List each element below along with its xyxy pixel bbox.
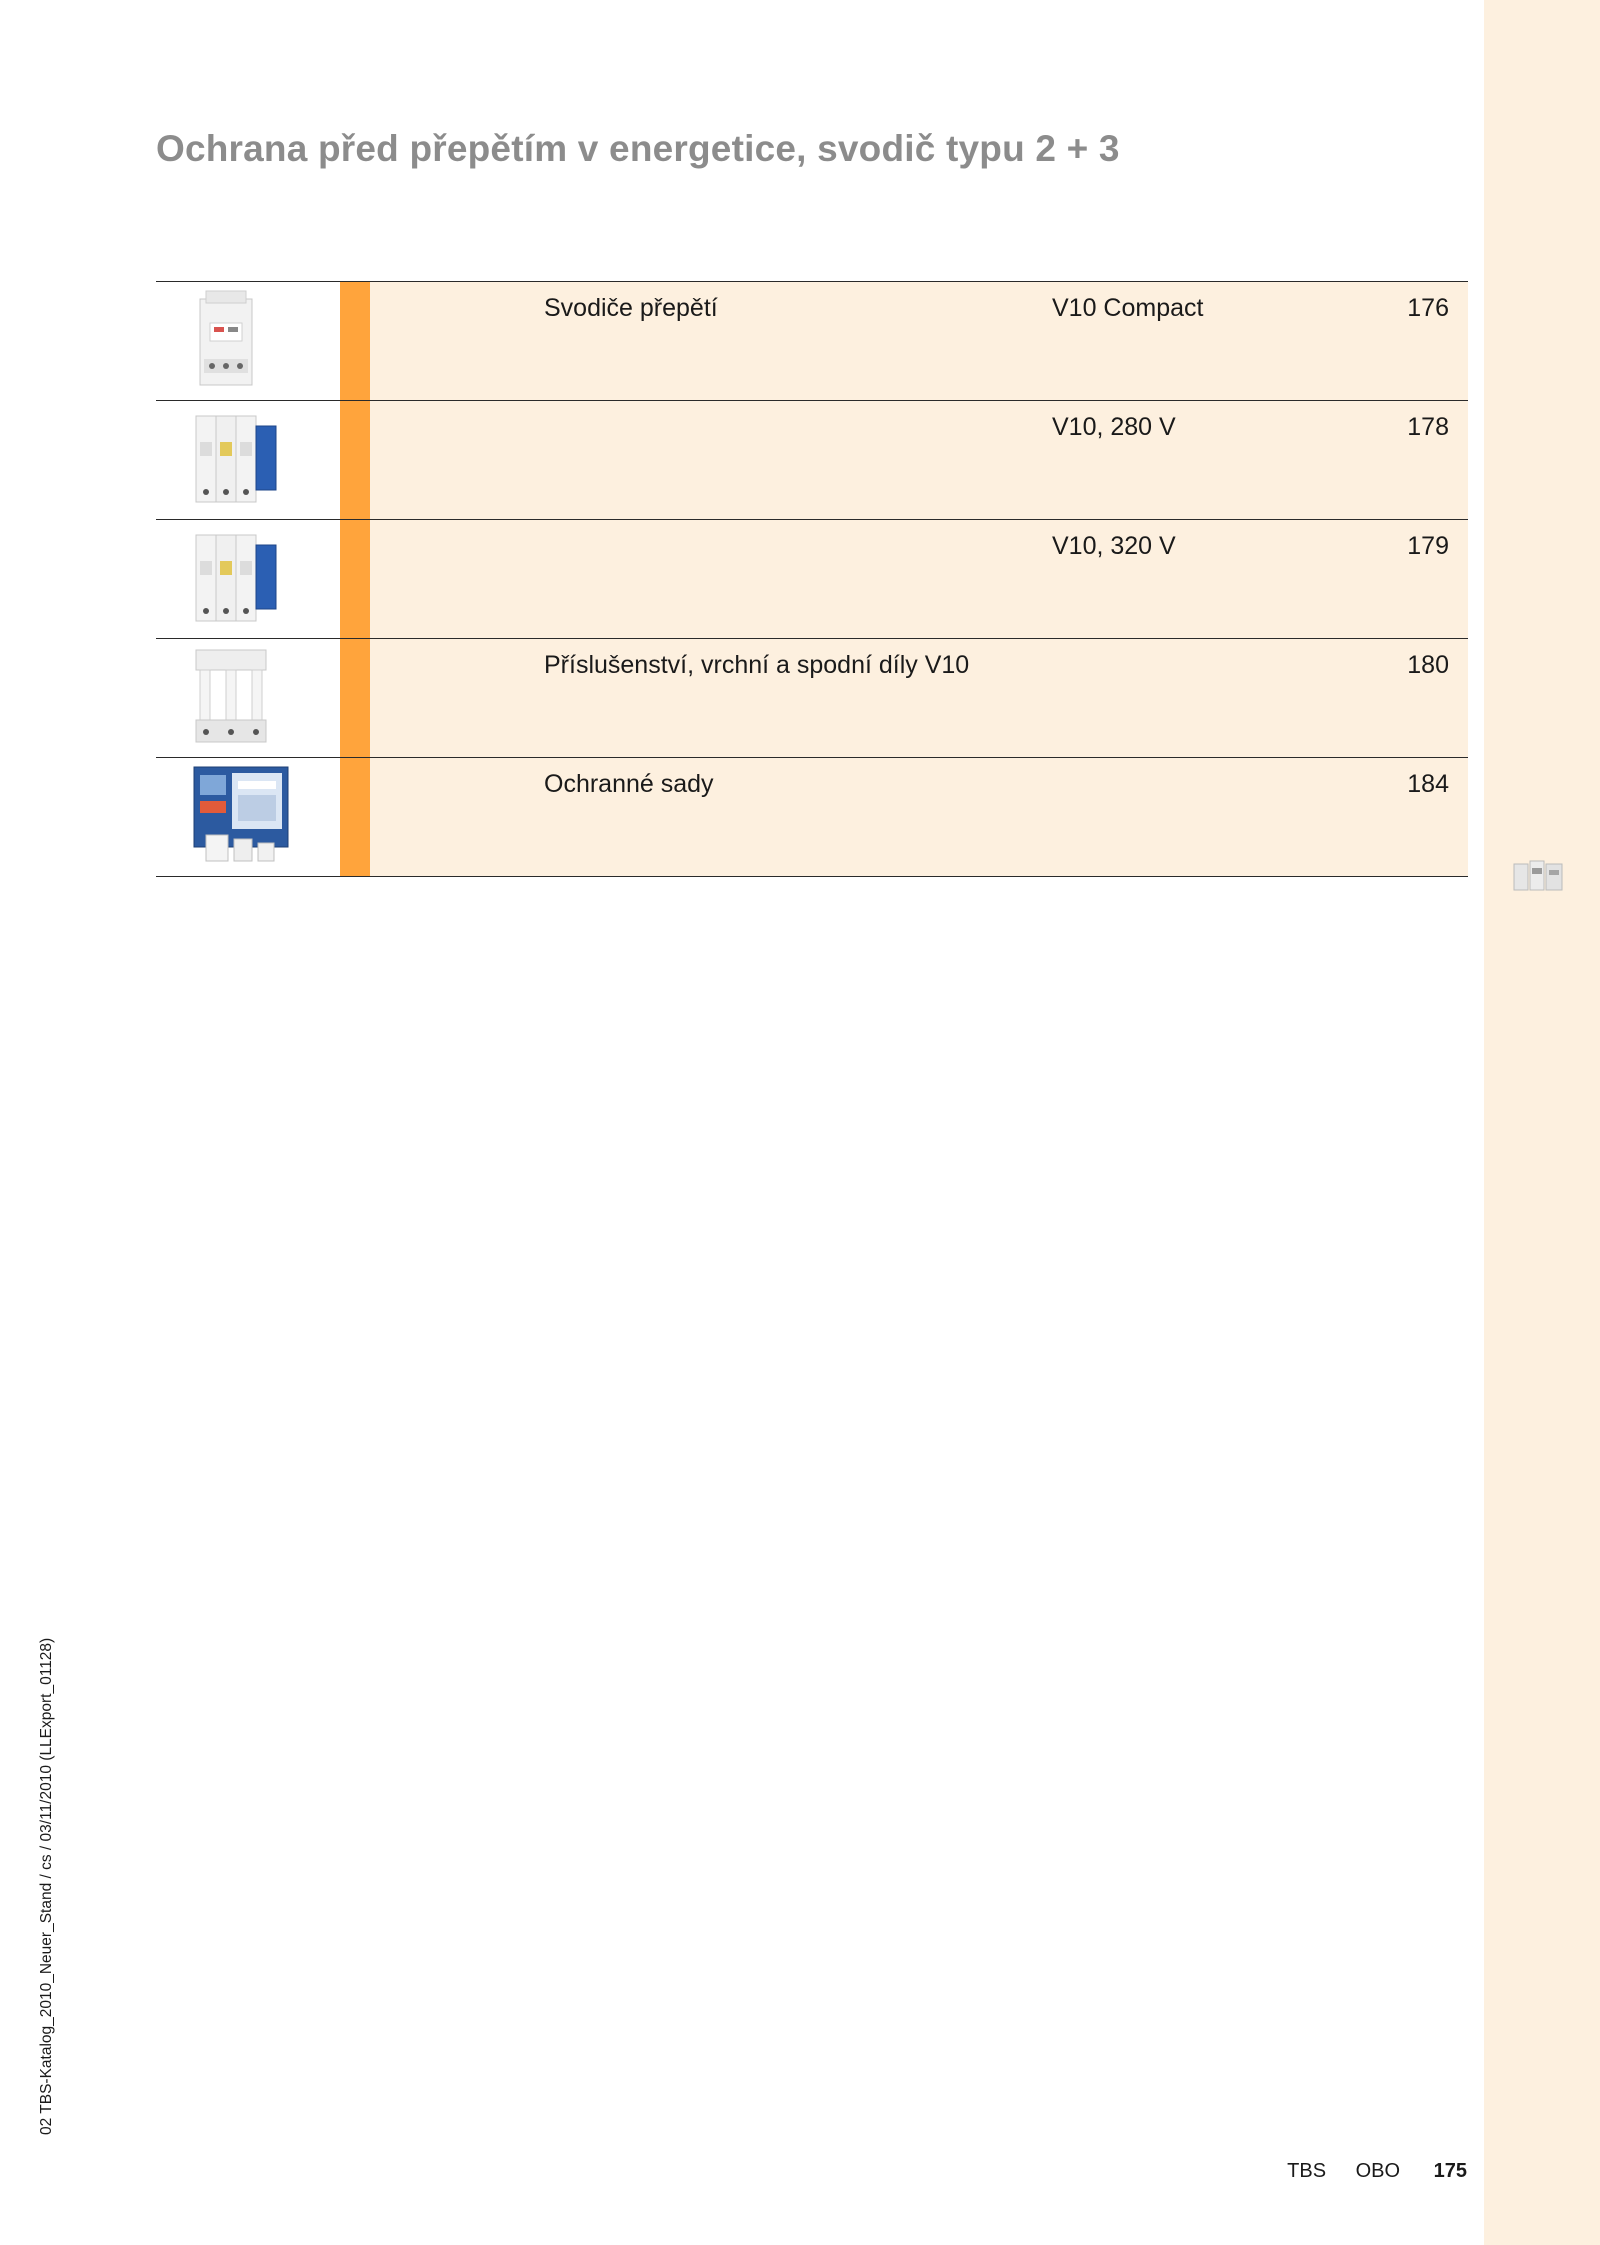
- toc-page-number[interactable]: 178: [1407, 413, 1449, 441]
- side-strip: [1484, 0, 1600, 2245]
- toc-category[interactable]: Příslušenství, vrchní a spodní díly V10: [544, 651, 970, 679]
- arrester-parts-icon: [192, 646, 282, 748]
- footer-brand-obo: OBO: [1355, 2160, 1401, 2182]
- surge-arrester-3pole-icon: [192, 408, 282, 510]
- accent-bar: [340, 639, 370, 757]
- page-title: Ochrana před přepětím v energetice, svodič typu 2 + 3: [156, 128, 1120, 169]
- surge-arrester-3pole-icon: [192, 527, 282, 629]
- toc-table: [156, 281, 1468, 877]
- toc-product[interactable]: V10, 280 V: [1052, 413, 1176, 441]
- accent-bar: [340, 758, 370, 876]
- toc-product[interactable]: V10, 320 V: [1052, 532, 1176, 560]
- toc-page-number[interactable]: 176: [1407, 294, 1449, 322]
- table-row[interactable]: [156, 520, 1468, 639]
- toc-category[interactable]: Svodiče přepětí: [544, 294, 718, 322]
- footer-page-number: 175: [1433, 2160, 1467, 2182]
- toc-page-number[interactable]: 184: [1407, 770, 1449, 798]
- surge-arrester-compact-icon: [192, 289, 262, 391]
- footer-brand-tbs: TBS: [1287, 2160, 1327, 2182]
- toc-page-number[interactable]: 179: [1407, 532, 1449, 560]
- side-note: 02 TBS-Katalog_2010_Neuer_Stand / cs / 03/11/2010 (LLExport_01128): [38, 1637, 55, 2135]
- accent-bar: [340, 520, 370, 638]
- accent-bar: [340, 401, 370, 519]
- footer: [1263, 2160, 1467, 2183]
- table-row[interactable]: [156, 401, 1468, 520]
- table-row[interactable]: [156, 758, 1468, 877]
- accent-bar: [340, 282, 370, 400]
- protection-kit-icon: [192, 765, 292, 869]
- toc-page-number[interactable]: 180: [1407, 651, 1449, 679]
- toc-product[interactable]: V10 Compact: [1052, 294, 1204, 322]
- side-thumbnail-icon: [1512, 858, 1566, 894]
- table-row[interactable]: [156, 282, 1468, 401]
- toc-category[interactable]: Ochranné sady: [544, 770, 714, 798]
- table-row[interactable]: [156, 639, 1468, 758]
